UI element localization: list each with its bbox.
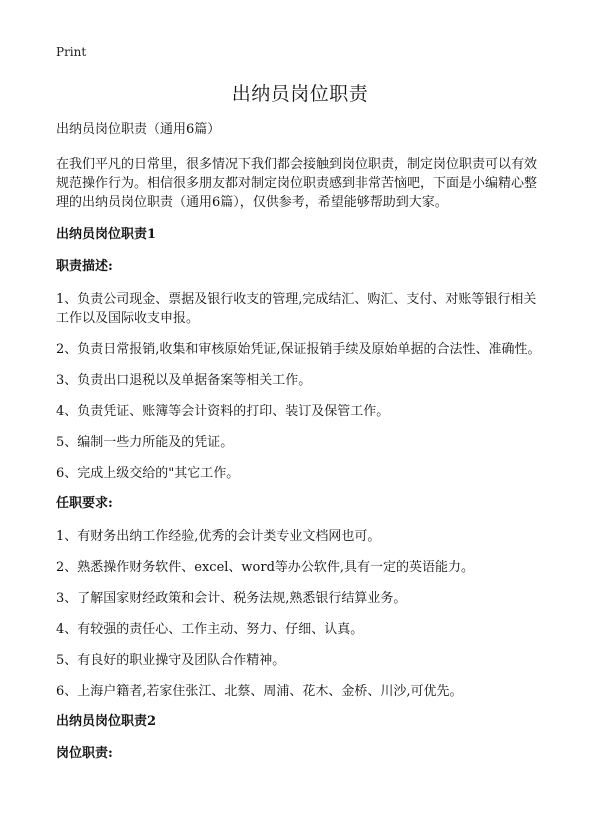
duty-item: 4、负责凭证、账簿等会计资料的打印、装订及保管工作。 (56, 404, 390, 419)
intro-paragraph: 在我们平凡的日常里，很多情况下我们都会接触到岗位职责，制定岗位职责可以有效规范操作行为。相信很多朋友都对制定岗位职责感到非常苦恼吧，下面是小编精心整理的出纳员岗位职责（通用6篇），仅供参考，希望能够帮助到大家。 (56, 157, 538, 210)
document-subtitle: 出纳员岗位职责（通用6篇） (56, 122, 221, 137)
duty-item: 1、负责公司现金、票据及银行收支的管理,完成结汇、购汇、支付、对账等银行相关工作以及国际收支申报。 (56, 292, 537, 326)
duty-item: 2、负责日常报销,收集和审核原始凭证,保证报销手续及原始单据的合法性、准确性。 (56, 342, 541, 357)
requirements-heading: 任职要求: (56, 496, 113, 511)
document-body (56, 121, 546, 777)
requirement-item: 4、有较强的责任心、工作主动、努力、仔细、认真。 (56, 622, 364, 637)
duties-heading: 职责描述: (56, 259, 113, 274)
section-1-heading: 出纳员岗位职责1 (56, 227, 157, 242)
section-2-heading: 出纳员岗位职责2 (56, 714, 157, 729)
requirement-item: 3、了解国家财经政策和会计、税务法规,熟悉银行结算业务。 (56, 591, 407, 606)
document-title: 出纳员岗位职责 (231, 83, 369, 105)
print-link[interactable]: Print (56, 45, 87, 59)
section-2-duties-heading: 岗位职责: (56, 746, 113, 761)
requirement-item: 5、有良好的职业操守及团队合作精神。 (56, 653, 286, 668)
requirement-item: 6、上海户籍者,若家住张江、北蔡、周浦、花木、金桥、川沙,可优先。 (56, 684, 463, 699)
requirement-item: 1、有财务出纳工作经验,优秀的会计类专业文档网也可。 (56, 529, 381, 544)
duty-item: 6、完成上级交给的"其它工作。 (56, 466, 240, 481)
duty-item: 3、负责出口退税以及单据备案等相关工作。 (56, 373, 312, 388)
duty-item: 5、编制一些力所能及的凭证。 (56, 435, 234, 450)
requirement-item: 2、熟悉操作财务软件、excel、word等办公软件,具有一定的英语能力。 (56, 560, 475, 575)
